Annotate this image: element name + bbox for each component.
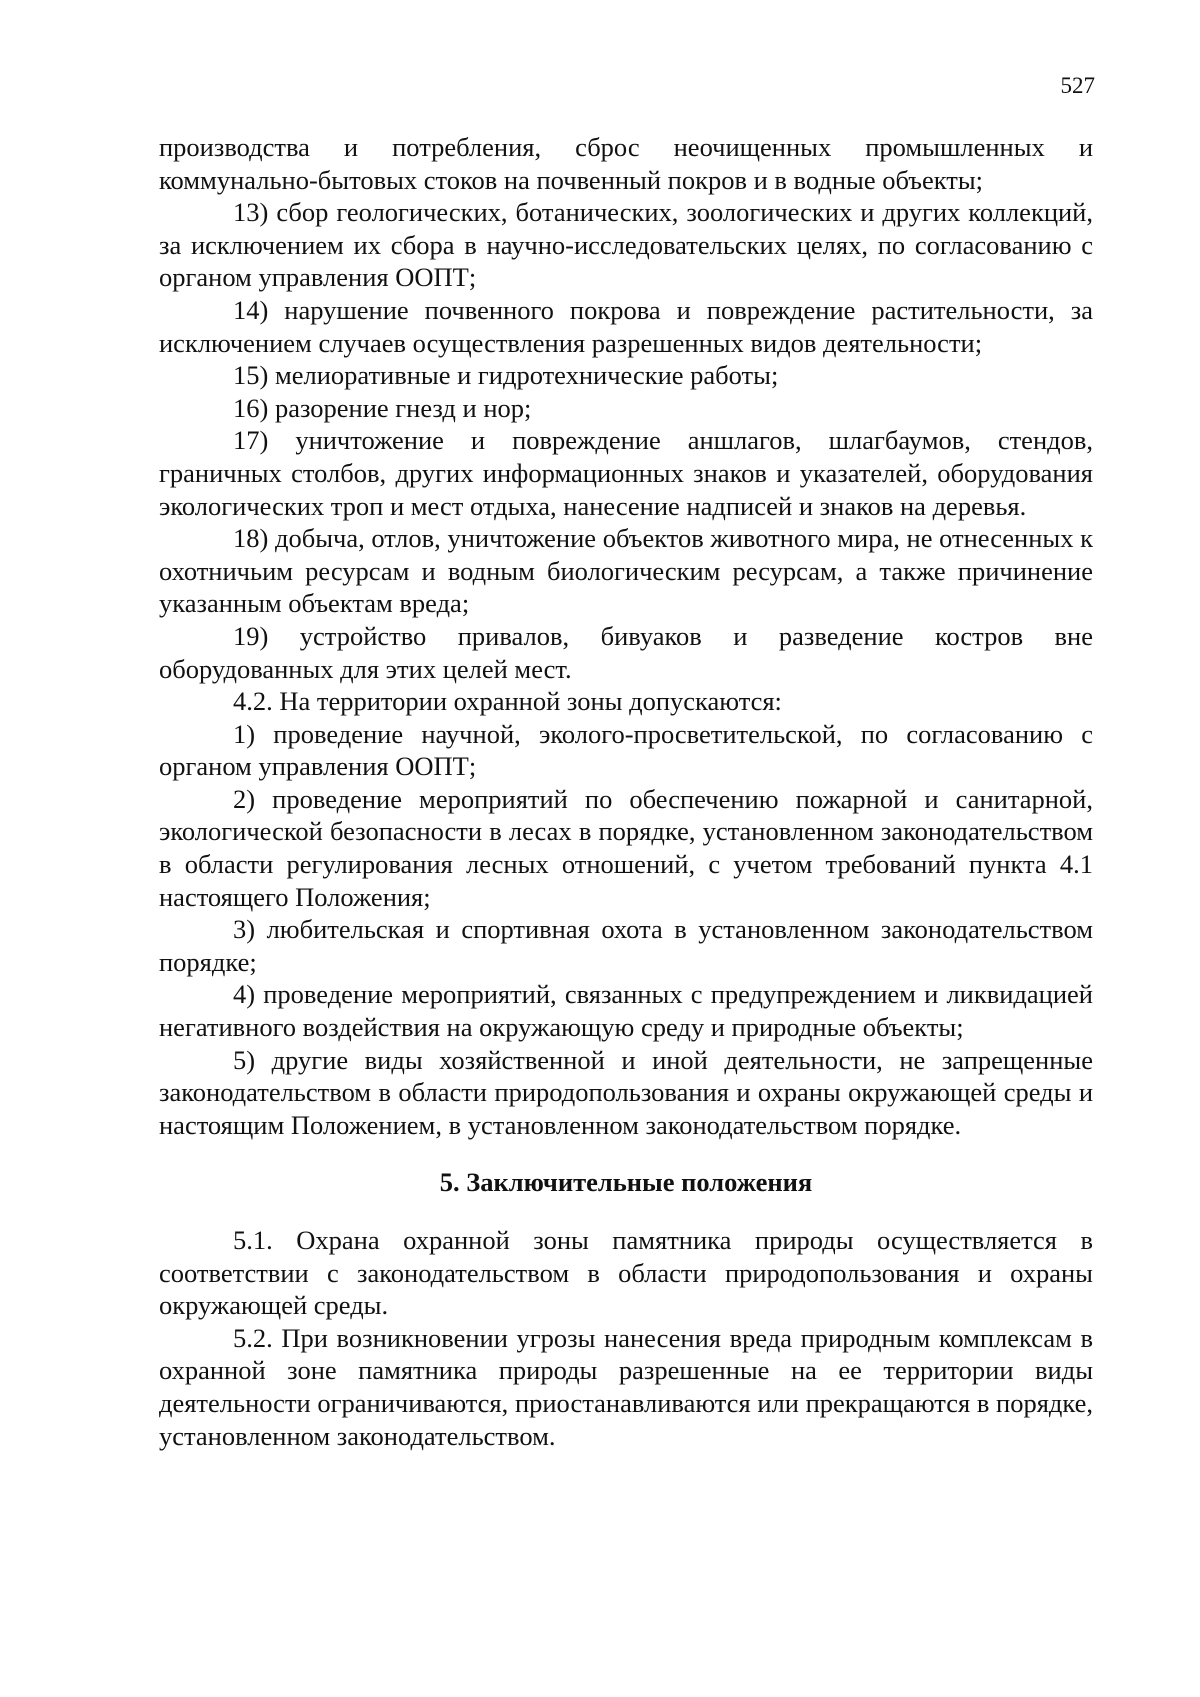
paragraph: производства и потребления, сброс неочищенных промышленных и коммунально-бытовых стоков на почвенный покров и в водные объекты; [159, 132, 1093, 195]
paragraph: 17) уничтожение и повреждение аншлагов, шлагбаумов, стендов, граничных столбов, других информационных знаков и указателей, оборудования экологических троп и мест отдыха, нанесение надписей и знаков на деревья. [159, 425, 1093, 521]
document-body [159, 131, 1093, 1452]
paragraph: 14) нарушение почвенного покрова и повреждение растительности, за исключением случаев осуществления разрешенных видов деятельности; [159, 294, 1093, 358]
paragraph: 1) проведение научной, эколого-просветительской, по согласованию с органом управления ООПТ; [159, 718, 1093, 782]
paragraph: 4.2. На территории охранной зоны допускаются: [233, 686, 782, 717]
paragraph: 18) добыча, отлов, уничтожение объектов животного мира, не отнесенных к охотничьим ресурсам и водным биологическим ресурсам, а также причинение указанным объектам вреда; [159, 523, 1093, 619]
paragraph: 2) проведение мероприятий по обеспечению пожарной и санитарной, экологической безопасности в лесах в порядке, установленном законодательством в области регулирования лесных отношений, с учетом требований пункта 4.1 настоящего Положения; [159, 783, 1093, 912]
paragraph: 5) другие виды хозяйственной и иной деятельности, не запрещенные законодательством в области природопользования и охраны окружающей среды и настоящим Положением, в установленном законодательством порядке. [159, 1044, 1093, 1140]
paragraph: 15) мелиоративные и гидротехнические работы; [233, 360, 779, 391]
paragraph: 5.1. Охрана охранной зоны памятника природы осуществляется в соответствии с законодательством в области природопользования и охраны окружающей среды. [159, 1225, 1093, 1321]
paragraph: 13) сбор геологических, ботанических, зоологических и других коллекций, за исключением их сбора в научно-исследовательских целях, по согласованию с органом управления ООПТ; [159, 197, 1093, 293]
paragraph: 4) проведение мероприятий, связанных с предупреждением и ликвидацией негативного воздействия на окружающую среду и природные объекты; [159, 979, 1093, 1043]
paragraph: 3) любительская и спортивная охота в установленном законодательством порядке; [159, 914, 1093, 977]
paragraph: 16) разорение гнезд и нор; [233, 392, 532, 423]
section-heading: 5. Заключительные положения [439, 1167, 813, 1198]
paragraph: 19) устройство привалов, бивуаков и разведение костров вне оборудованных для этих целей мест. [159, 620, 1093, 684]
paragraph: 5.2. При возникновении угрозы нанесения вреда природным комплексам в охранной зоне памятника природы разрешенные на ее территории виды деятельности ограничиваются, приостанавливаются или прекращаются в порядке, установленном законодательством. [159, 1322, 1093, 1451]
page-number: 527 [1060, 73, 1095, 98]
